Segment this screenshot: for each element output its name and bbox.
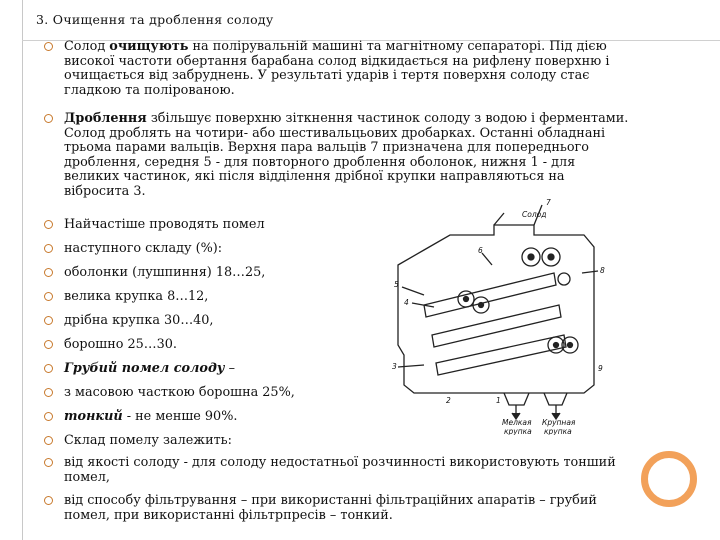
label-7: 7 — [546, 198, 551, 207]
bullet-marker-icon — [44, 496, 53, 505]
bullet-line — [64, 84, 235, 99]
bullet-marker-icon — [44, 42, 53, 51]
text-segment: трьома парами вальців. Верхня пара вальців 7 призначена для попереднього — [64, 140, 589, 156]
bullet-line — [64, 362, 235, 377]
bullet-line — [64, 40, 607, 55]
text-segment: Солод — [64, 39, 110, 54]
bullet-line — [64, 218, 265, 233]
bullet-line — [64, 185, 146, 200]
bullet-line — [64, 386, 295, 401]
bullet-marker-icon — [44, 292, 53, 301]
bullet-line — [64, 141, 589, 156]
bullet-line — [64, 456, 616, 471]
text-segment: від способу фільтрування – при використанні фільтраційних апаратів – грубий — [64, 493, 597, 508]
text-segment: помел, — [64, 469, 110, 485]
text-segment: високої частоти обертання барабана солод відкидається на рифлену поверхню і — [64, 53, 610, 69]
text-segment: гладкою та полірованою. — [64, 82, 235, 98]
bullet-marker-icon — [44, 436, 53, 445]
bullet-marker-icon — [44, 114, 53, 123]
slide-title: 3. Очищення та дроблення солоду — [36, 12, 274, 27]
bullet-line — [64, 156, 575, 171]
label-5: 5 — [394, 280, 399, 289]
label-coarse-1: Крупная — [542, 418, 576, 427]
bullet-line — [64, 509, 393, 524]
label-2: 2 — [446, 396, 451, 405]
label-1: 1 — [496, 396, 501, 405]
bullet-marker-icon — [44, 268, 53, 277]
bullet-line — [64, 314, 213, 329]
bullet-marker-icon — [44, 220, 53, 229]
text-segment: Найчастіше проводять помел — [64, 217, 265, 232]
text-segment: помел, при використанні фільтрпресів – тонкий. — [64, 507, 393, 523]
bullet-line — [64, 127, 605, 142]
bullet-line — [64, 494, 597, 509]
bullet-line — [64, 434, 232, 449]
text-segment: Дроблення — [64, 111, 147, 126]
text-segment: Солод дроблять на чотири- або шестивальцьових дробарках. Останні обладнані — [64, 125, 606, 141]
bullet-marker-icon — [44, 316, 53, 325]
bullet-marker-icon — [44, 244, 53, 253]
label-8: 8 — [600, 266, 605, 275]
label-solod: Солод — [522, 210, 547, 219]
text-segment: від якості солоду - для солоду недостатньої розчинності використовують тонший — [64, 455, 616, 470]
bullet-line — [64, 290, 208, 305]
text-segment: дроблення, середня 5 - для повторного дроблення оболонок, нижня 1 - для — [64, 154, 576, 170]
malt-crusher-diagram — [384, 195, 614, 435]
text-segment: очищається від забруднень. У результаті ударів і тертя поверхня солоду стає — [64, 68, 590, 84]
bullet-line — [64, 69, 589, 84]
label-fine-2: крупка — [504, 427, 532, 435]
text-segment: дрібна крупка 30…40, — [64, 313, 214, 328]
bullet-marker-icon — [44, 340, 53, 349]
text-segment: Склад помелу залежить: — [64, 433, 232, 448]
text-segment: очищують — [109, 39, 189, 54]
bullet-line — [64, 55, 609, 70]
bullet-marker-icon — [44, 388, 53, 397]
text-segment: - не менше 90%. — [122, 409, 238, 424]
label-coarse-2: крупка — [544, 427, 572, 435]
label-9: 9 — [598, 364, 603, 373]
text-segment: оболонки (лушпиння) 18…25, — [64, 265, 266, 280]
text-segment: – — [224, 361, 235, 376]
bullet-line — [64, 266, 265, 281]
bullet-line — [64, 170, 565, 185]
text-segment: збільшує поверхню зіткнення частинок солоду з водою і ферментами. — [146, 111, 629, 126]
label-4: 4 — [404, 298, 409, 307]
bullet-line — [64, 471, 110, 486]
decorative-circle — [641, 451, 697, 507]
bullet-line — [64, 112, 628, 127]
text-segment: з масовою часткою борошна 25%, — [64, 385, 295, 400]
text-segment: вібросита 3. — [64, 184, 146, 199]
label-6: 6 — [478, 246, 483, 255]
text-segment: тонкий — [64, 409, 123, 424]
bullet-line — [64, 410, 237, 425]
text-segment: борошно 25…30. — [64, 337, 177, 352]
text-segment: Грубий помел солоду — [64, 361, 225, 376]
bullet-marker-icon — [44, 458, 53, 467]
text-segment: велика крупка 8…12, — [64, 289, 209, 304]
text-segment: великих частинок, які після відділення дрібної крупки направляються на — [64, 169, 565, 185]
left-rule — [22, 0, 23, 540]
bullet-marker-icon — [44, 364, 53, 373]
label-fine-1: Мелкая — [502, 418, 532, 427]
bullet-marker-icon — [44, 412, 53, 421]
bullet-line — [64, 242, 222, 257]
bullet-line — [64, 338, 177, 353]
label-3: 3 — [392, 362, 397, 371]
text-segment: наступного складу (%): — [64, 241, 223, 256]
text-segment: на полірувальній машині та магнітному сепараторі. Під дією — [188, 39, 607, 54]
